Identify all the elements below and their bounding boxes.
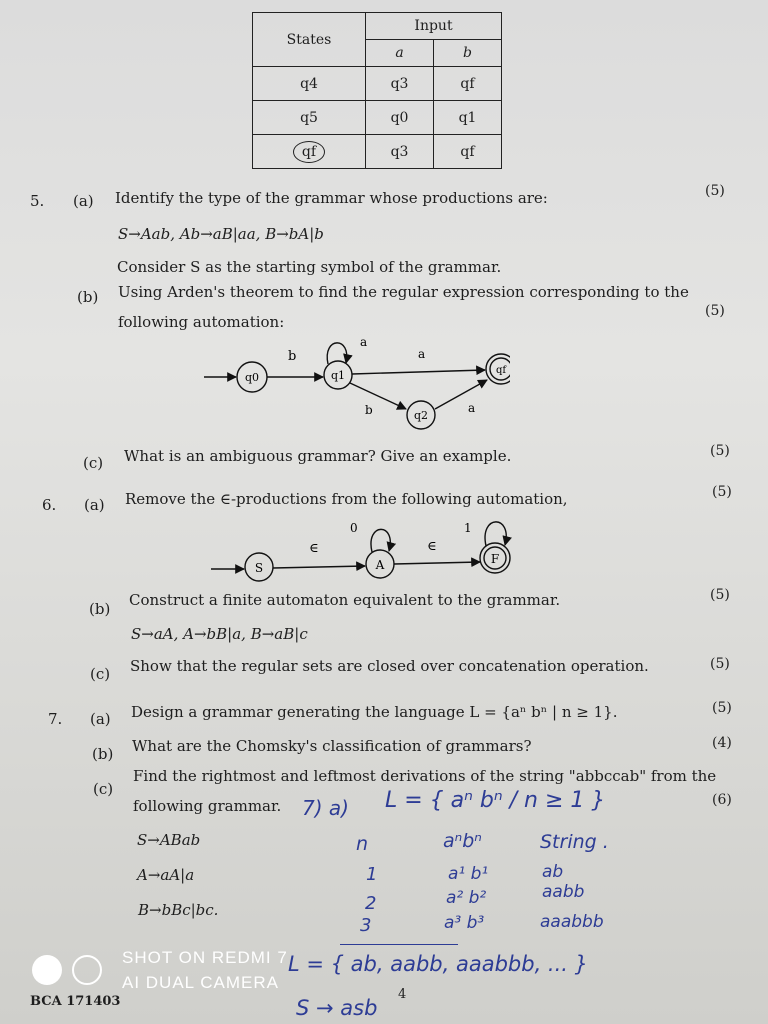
table-cell: q0: [366, 101, 434, 135]
q7c-label: (c): [93, 780, 114, 798]
state-label: q2: [413, 409, 429, 422]
q6a-text: Remove the ∈-productions from the following automation,: [125, 490, 568, 508]
edge-a-loop: [371, 529, 390, 552]
q6b-productions: S→aA, A→bB|a, B→aB|c: [131, 625, 308, 643]
handwritten-row-str: aabb: [542, 882, 585, 902]
edge-label: a: [360, 335, 368, 349]
table-cell: q4: [253, 67, 366, 101]
edge-label: ∈: [427, 539, 437, 554]
col-a-header: a: [366, 40, 434, 67]
q6a-marks: (5): [712, 484, 732, 500]
handwritten-row-expr: a¹ b¹: [448, 864, 489, 884]
handwritten-language: L = { aⁿ bⁿ / n ≥ 1 }: [385, 788, 606, 813]
states-header: States: [253, 13, 366, 67]
transition-table: [252, 12, 502, 169]
edge-label: b: [365, 403, 373, 417]
handwritten-row-expr: a³ b³: [444, 913, 485, 933]
handwritten-col-n: n: [356, 833, 369, 855]
q5b-line1: Using Arden's theorem to find the regular expression corresponding to the: [118, 283, 689, 301]
handwritten-set: L = { ab, aabb, aaabbb, ... }: [288, 952, 588, 976]
handwritten-row-str: aaabbb: [540, 912, 604, 932]
handwritten-row-n: 1: [366, 864, 378, 885]
state-label: qf: [495, 365, 507, 376]
edge-label: a: [418, 347, 426, 361]
q6b-label: (b): [89, 600, 111, 618]
edge-q2-qf: [435, 380, 487, 409]
input-header: Input: [366, 13, 502, 40]
edge-s-a: [273, 566, 365, 568]
q5a-note: Consider S as the starting symbol of the grammar.: [117, 258, 502, 276]
q7a-marks: (5): [712, 700, 732, 716]
q7b-text: What are the Chomsky's classification of grammars?: [132, 737, 532, 755]
q7c-line1: Find the rightmost and leftmost derivations of the string "abbccab" from the: [133, 767, 717, 785]
q7c-production: B→bBc|bc.: [138, 901, 219, 919]
q7c-line2: following grammar.: [133, 797, 282, 815]
final-state-circle: [293, 141, 325, 163]
handwritten-col-string: String .: [540, 831, 609, 853]
handwritten-col-expr: aⁿbⁿ: [443, 830, 482, 852]
q5b-label: (b): [77, 288, 99, 306]
q5b-marks: (5): [705, 303, 725, 319]
handwritten-row-expr: a² b²: [446, 888, 487, 908]
state-label: S: [254, 561, 264, 575]
edge-label: 0: [350, 521, 358, 535]
edge-label: b: [288, 349, 297, 364]
table-cell: qf: [434, 67, 502, 101]
q6c-label: (c): [90, 665, 111, 683]
q6b-text: Construct a finite automaton equivalent to the grammar.: [129, 591, 561, 609]
q7c-production: A→aA|a: [137, 866, 195, 884]
table-cell: q3: [366, 67, 434, 101]
q5a-label: (a): [73, 192, 94, 210]
automaton-diagram-1: [200, 330, 510, 440]
q7a-label: (a): [90, 710, 111, 728]
state-label: q1: [330, 369, 346, 382]
q5c-marks: (5): [710, 443, 730, 459]
edge-label: 1: [464, 521, 472, 535]
q5c-label: (c): [83, 454, 104, 472]
handwritten-underline: [340, 944, 458, 945]
watermark-line2: AI DUAL CAMERA: [122, 973, 279, 992]
edge-q1-q2: [350, 383, 406, 409]
edge-label: a: [468, 401, 476, 415]
state-label: F: [490, 552, 500, 566]
table-cell: qf: [434, 135, 502, 169]
col-b-header: b: [434, 40, 502, 67]
q6c-marks: (5): [710, 656, 730, 672]
q5-number: 5.: [30, 192, 45, 210]
q6-number: 6.: [42, 496, 57, 514]
q5b-line2: following automation:: [118, 313, 285, 331]
handwritten-row-n: 3: [360, 915, 372, 936]
table-cell: q1: [434, 101, 502, 135]
q6a-label: (a): [84, 496, 105, 514]
page-number: 4: [398, 987, 407, 1002]
edge-q1-qf: [352, 370, 485, 374]
q7c-marks: (6): [712, 792, 732, 808]
table-row: [253, 135, 502, 169]
footer-code: BCA 171403: [30, 994, 121, 1009]
q5a-productions: S→Aab, Ab→aB|aa, B→bA|b: [118, 225, 324, 243]
handwritten-row-str: ab: [542, 862, 564, 882]
state-label: q0: [244, 371, 260, 384]
table-row: [253, 101, 502, 135]
table-cell: q3: [366, 135, 434, 169]
q5a-marks: (5): [705, 183, 725, 199]
q6c-text: Show that the regular sets are closed over concatenation operation.: [130, 657, 649, 675]
table-row: [253, 67, 502, 101]
q6b-marks: (5): [710, 587, 730, 603]
watermark-dot-solid-icon: [32, 955, 62, 985]
q7-number: 7.: [48, 710, 63, 728]
table-cell: q5: [253, 101, 366, 135]
watermark-dot-ring-icon: [72, 955, 102, 985]
handwritten-row-n: 2: [365, 893, 377, 914]
final-state-cell: [253, 135, 366, 169]
edge-label: ∈: [309, 541, 319, 556]
handwritten-rule: S → asb: [296, 996, 378, 1020]
state-label: A: [375, 558, 385, 572]
q7b-marks: (4): [712, 735, 732, 751]
automaton-diagram-2: [205, 512, 525, 582]
q7a-text: Design a grammar generating the language L = {aⁿ bⁿ | n ≥ 1}.: [131, 703, 618, 721]
q5a-text: Identify the type of the grammar whose productions are:: [115, 189, 548, 207]
q5c-text: What is an ambiguous grammar? Give an example.: [124, 447, 512, 465]
q7c-production: S→ABab: [137, 831, 201, 849]
watermark-line1: SHOT ON REDMI 7: [122, 948, 288, 967]
edge-a-f: [394, 562, 480, 564]
q7b-label: (b): [92, 745, 114, 763]
table-cell: qf: [301, 143, 317, 160]
handwritten-heading: 7) a): [302, 796, 349, 820]
